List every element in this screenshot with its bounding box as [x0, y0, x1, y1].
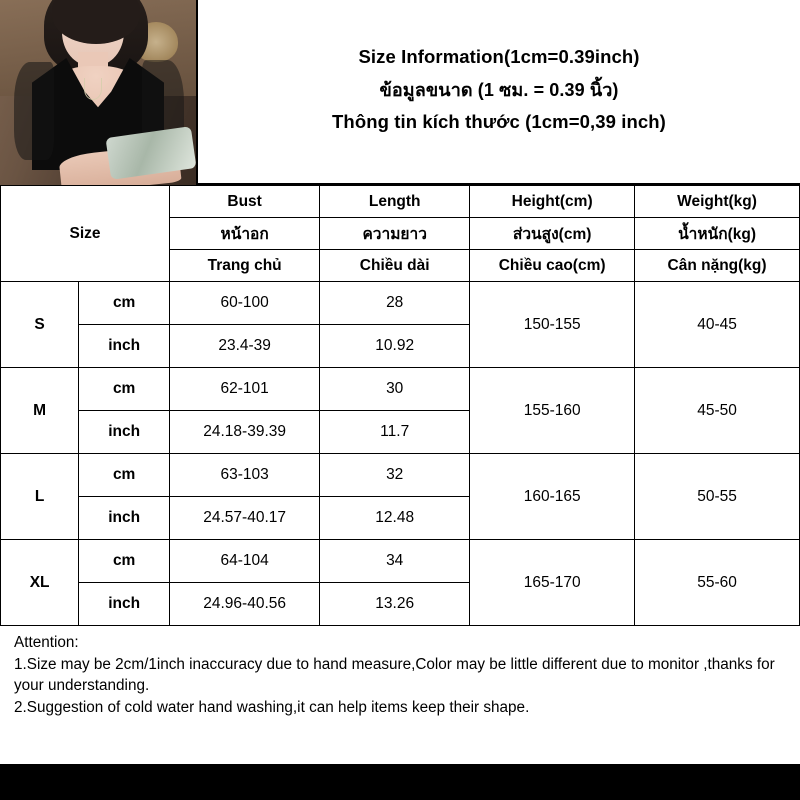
table-header-row-english: [1, 186, 800, 218]
footer-bar: [0, 764, 800, 800]
header-weight-vi: Cân nặng(kg): [635, 250, 800, 282]
table-row: [1, 454, 800, 497]
row-size-m: M: [1, 368, 79, 454]
table-row: [1, 282, 800, 325]
cell-height-xl: 165-170: [470, 540, 635, 626]
header-length-th: ความยาว: [320, 218, 470, 250]
header-length-vi: Chiều dài: [320, 250, 470, 282]
cell-weight-xl: 55-60: [635, 540, 800, 626]
cell-length-inch-s: 10.92: [320, 325, 470, 368]
header-height-en: Height(cm): [470, 186, 635, 218]
title-english: Size Information(1cm=0.39inch): [358, 46, 640, 67]
row-unit-cm: cm: [79, 368, 170, 411]
row-size-s: S: [1, 282, 79, 368]
cell-weight-m: 45-50: [635, 368, 800, 454]
cell-bust-inch-xl: 24.96-40.56: [170, 583, 320, 626]
row-unit-cm: cm: [79, 282, 170, 325]
row-unit-inch: inch: [79, 583, 170, 626]
attention-heading: Attention:: [14, 634, 79, 651]
cell-bust-inch-s: 23.4-39: [170, 325, 320, 368]
table-row: [1, 540, 800, 583]
row-size-xl: XL: [1, 540, 79, 626]
table-row: [1, 368, 800, 411]
photo-green-marker: [196, 0, 198, 14]
header-weight-en: Weight(kg): [635, 186, 800, 218]
cell-height-s: 150-155: [470, 282, 635, 368]
row-unit-inch: inch: [79, 411, 170, 454]
cell-weight-s: 40-45: [635, 282, 800, 368]
row-unit-inch: inch: [79, 497, 170, 540]
size-table: [0, 185, 800, 626]
cell-bust-inch-l: 24.57-40.17: [170, 497, 320, 540]
header-length-en: Length: [320, 186, 470, 218]
header-height-vi: Chiều cao(cm): [470, 250, 635, 282]
cell-bust-cm-s: 60-100: [170, 282, 320, 325]
header-bust-vi: Trang chủ: [170, 250, 320, 282]
row-unit-cm: cm: [79, 454, 170, 497]
cell-length-cm-s: 28: [320, 282, 470, 325]
cell-length-cm-l: 32: [320, 454, 470, 497]
cell-length-inch-m: 11.7: [320, 411, 470, 454]
cell-length-cm-m: 30: [320, 368, 470, 411]
cell-bust-cm-xl: 64-104: [170, 540, 320, 583]
cell-bust-cm-m: 62-101: [170, 368, 320, 411]
header-height-th: ส่วนสูง(cm): [470, 218, 635, 250]
cell-length-cm-xl: 34: [320, 540, 470, 583]
row-unit-cm: cm: [79, 540, 170, 583]
title-thai: ข้อมูลขนาด (1 ซม. = 0.39 นิ้ว): [379, 80, 619, 100]
cell-bust-cm-l: 63-103: [170, 454, 320, 497]
cell-height-m: 155-160: [470, 368, 635, 454]
product-photo: [0, 0, 198, 185]
title-block: [198, 0, 800, 183]
photo-sheer-sleeve-left: [14, 62, 54, 160]
cell-weight-l: 50-55: [635, 454, 800, 540]
row-unit-inch: inch: [79, 325, 170, 368]
document-header: [0, 0, 800, 185]
header-bust-en: Bust: [170, 186, 320, 218]
attention-item-1: 1.Size may be 2cm/1inch inaccuracy due to hand measure,Color may be little different due to monitor ,thanks for your understanding.: [14, 655, 775, 695]
header-size-label: Size: [1, 186, 170, 282]
header-weight-th: น้ำหนัก(kg): [635, 218, 800, 250]
photo-necklace: [84, 78, 102, 100]
title-vietnamese: Thông tin kích thước (1cm=0,39 inch): [332, 111, 666, 132]
attention-block: [0, 626, 800, 719]
header-bust-th: หน้าอก: [170, 218, 320, 250]
attention-item-2: 2.Suggestion of cold water hand washing,it can help items keep their shape.: [14, 699, 530, 717]
cell-length-inch-xl: 13.26: [320, 583, 470, 626]
row-size-l: L: [1, 454, 79, 540]
cell-bust-inch-m: 24.18-39.39: [170, 411, 320, 454]
cell-height-l: 160-165: [470, 454, 635, 540]
cell-length-inch-l: 12.48: [320, 497, 470, 540]
